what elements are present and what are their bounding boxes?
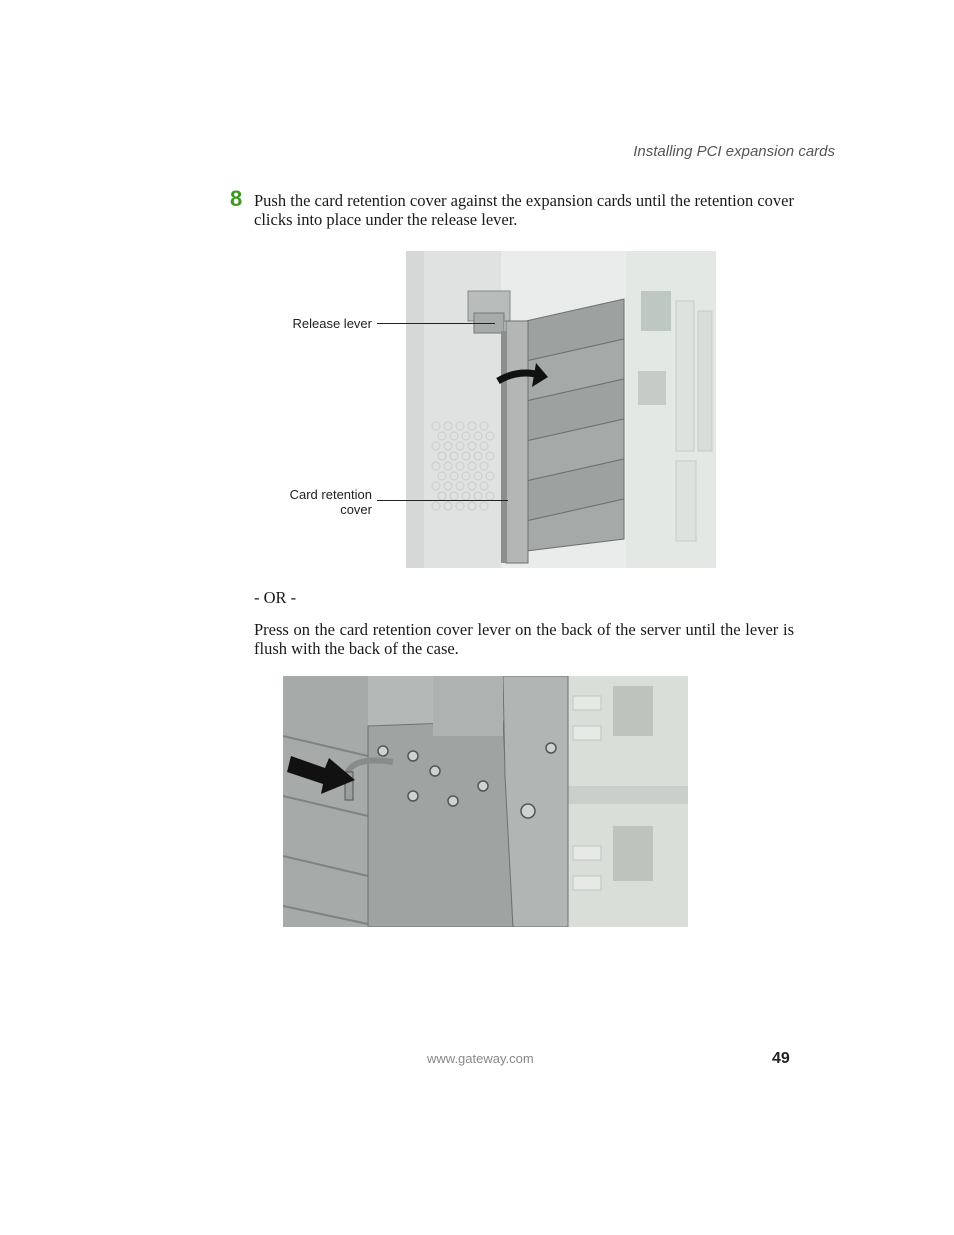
alternative-instruction: Press on the card retention cover lever on the back of the server until the lever is flush with the back of the case.	[254, 620, 794, 658]
callout-release-lever: Release lever	[292, 316, 372, 331]
callout-line-release-lever	[377, 323, 495, 324]
callout-card-retention-line2: cover	[340, 502, 372, 517]
or-separator: - OR -	[254, 588, 297, 607]
page-number: 49	[772, 1050, 790, 1067]
callout-card-retention-line1: Card retention	[289, 487, 372, 502]
callout-card-retention-cover	[250, 487, 372, 517]
retention-lever-photo	[283, 676, 688, 927]
figure-retention-lever-back	[283, 676, 688, 927]
step-instruction: Push the card retention cover against the expansion cards until the retention cover clicks into place under the release lever.	[254, 191, 794, 229]
figure-retention-cover	[406, 251, 716, 568]
footer-url[interactable]: www.gateway.com	[427, 1051, 534, 1066]
page-header-title: Installing PCI expansion cards	[633, 143, 835, 160]
step-number: 8	[230, 186, 243, 211]
retention-cover-photo	[406, 251, 716, 568]
callout-line-card-retention	[377, 500, 508, 501]
